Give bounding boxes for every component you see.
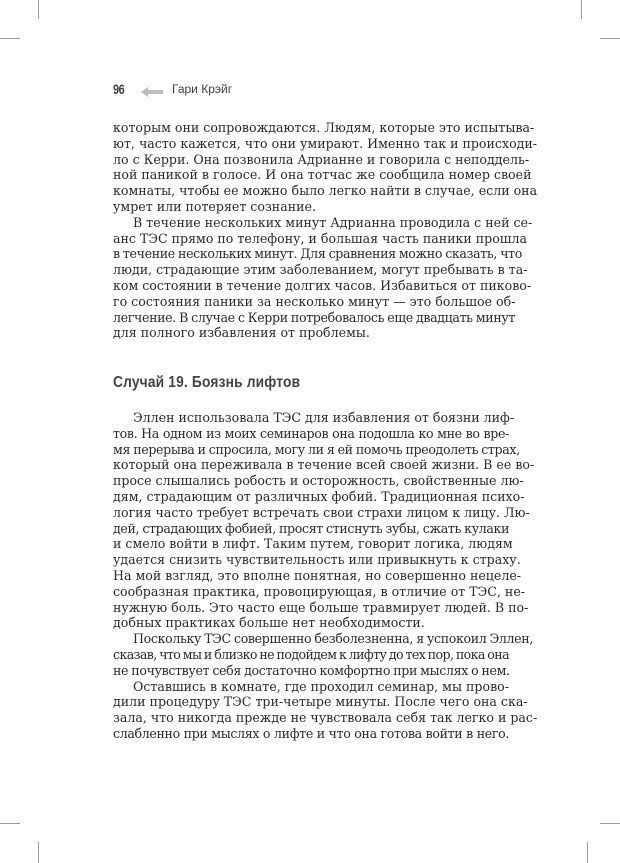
text-line: которым они сопровождаются. Людям, которые это испытыва- — [113, 120, 535, 135]
text-line: нужную боль. Это часто еще больше травмирует людей. В по- — [113, 599, 529, 615]
text-line: сказав, что мы и близко не подойдем к лифту до тех пор, пока она — [113, 646, 509, 662]
body-text-section-1 — [113, 120, 538, 341]
text-line: анс ТЭС прямо по телефону, и большая часть паники прошла — [113, 230, 528, 246]
author-name: Гари Крэйг — [172, 82, 233, 96]
text-line: комнаты, чтобы ее можно было легко найти в случае, если она — [113, 183, 538, 199]
crop-mark-top-left-horizontal — [0, 38, 20, 39]
text-line: ют, часто кажется, что они умирают. Именно так и происходи- — [113, 135, 538, 151]
text-line: люди, страдающие этим заболеванием, могут пребывать в та- — [113, 262, 528, 278]
text-line: и смело войти в лифт. Таким путем, говорит логика, людям — [113, 536, 513, 552]
text-line: мя перерыва и спросила, могу ли я ей помочь преодолеть страх, — [113, 441, 520, 457]
crop-mark-bottom-right-vertical — [587, 842, 588, 863]
text-line: ло с Керри. Она позвонила Адрианне и говорила с неподдель- — [113, 151, 530, 167]
text-line: дили процедуру ТЭС три-четыре минуты. После чего она ска- — [113, 694, 528, 710]
text-line: Оставшись в комнате, где проходил семинар, мы прово- — [133, 678, 509, 694]
text-line: го состояния паники за несколько минут — это большое об- — [113, 293, 516, 309]
page-number: 96 — [113, 81, 125, 97]
section-heading: Случай 19. Боязнь лифтов — [113, 374, 301, 391]
text-line: умрет или потеряет сознание. — [113, 198, 316, 214]
crop-mark-top-right-vertical — [581, 0, 582, 19]
body-text-section-2 — [113, 410, 538, 742]
text-line: сообразная практика, провоцирующая, в отличие от ТЭС, не- — [113, 583, 526, 599]
text-line: для полного избавления от проблемы. — [113, 325, 370, 341]
running-header — [113, 80, 232, 98]
text-line: тов. На одном из моих семинаров она подошла ко мне во вре- — [113, 425, 509, 441]
text-line: дям, страдающим от различных фобий. Традиционная психо- — [113, 488, 525, 504]
text-line: слабленно при мыслях о лифте и что она готова войти в него. — [113, 725, 509, 741]
text-line: просе слышались робость и осторожность, свойственные лю- — [113, 473, 524, 489]
text-line: логия часто требует встречать свои страхи лицом к лицу. Лю- — [113, 504, 530, 520]
text-line: не почувствует себя достаточно комфортно при мыслях о нем. — [113, 662, 510, 678]
text-line: зала, что никогда прежде не чувствовала себя так легко и рас- — [113, 710, 538, 726]
text-line: легчение. В случае с Керри потребовалось еще двадцать минут — [113, 309, 516, 325]
crop-mark-top-left-vertical — [38, 0, 39, 19]
text-line: в течение нескольких минут. Для сравнения можно сказать, что — [113, 246, 523, 262]
crop-mark-top-right-horizontal — [600, 38, 620, 39]
text-line: ной паникой в голосе. И она тотчас же сообщила номер своей — [113, 167, 532, 183]
text-line: На мой взгляд, это вполне понятная, но совершенно нецеле- — [113, 567, 522, 583]
crop-mark-bottom-left-vertical — [38, 842, 39, 863]
text-line: Эллен использовала ТЭС для избавления от боязни лиф- — [133, 410, 515, 425]
text-line: Поскольку ТЭС совершенно безболезненна, я успокоил Эллен, — [133, 631, 533, 647]
crop-mark-bottom-right-horizontal — [600, 823, 620, 824]
text-line: ком состоянии в течение долгих часов. Избавиться от пиково- — [113, 277, 532, 293]
text-line: удается снизить чувствительность или привыкнуть к страху. — [113, 552, 521, 568]
crop-mark-bottom-left-horizontal — [0, 823, 20, 824]
arrow-left-icon — [141, 84, 163, 94]
text-line: добных практиках больше нет необходимости. — [113, 615, 425, 631]
text-line: дей, страдающих фобией, просят стиснуть зубы, сжать кулаки — [113, 520, 510, 536]
text-line: который она переживала в течение всей своей жизни. В ее во- — [113, 457, 535, 473]
text-line: В течение нескольких минут Адрианна проводила с ней се- — [133, 214, 533, 230]
